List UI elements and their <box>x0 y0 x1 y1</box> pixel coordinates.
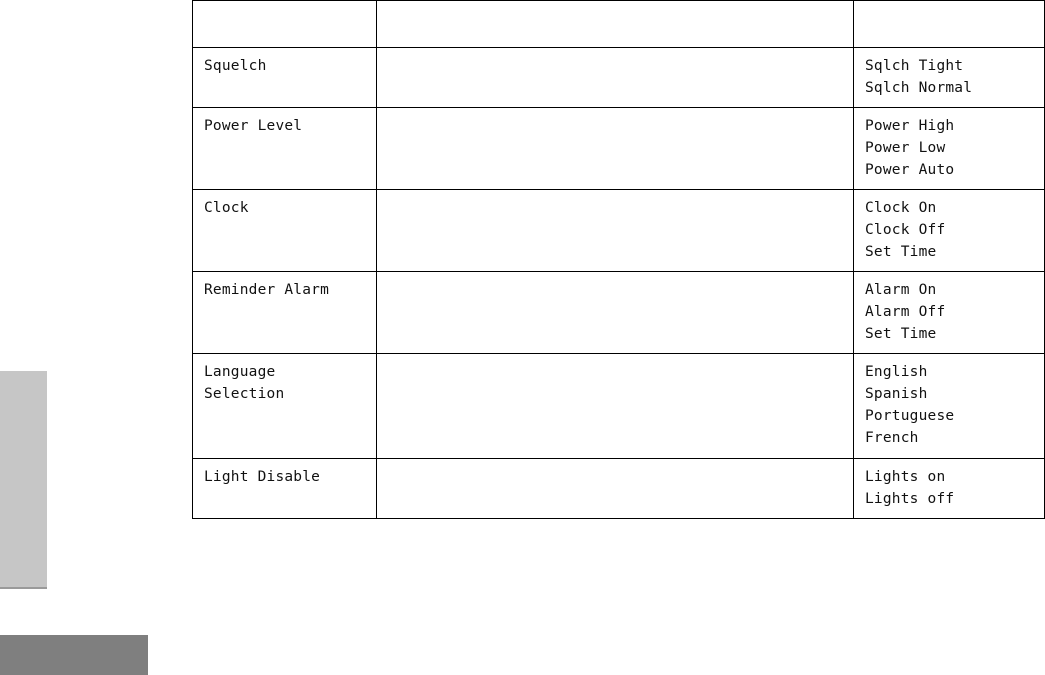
options-cell <box>854 190 1045 272</box>
feature-label: Reminder Alarm <box>204 282 330 298</box>
feature-label: Light Disable <box>204 469 321 485</box>
option-text: Sqlch Normal <box>865 80 973 96</box>
header-cell-feature <box>193 1 377 48</box>
option-text: Clock Off <box>865 222 946 238</box>
option-text: Power High <box>865 118 955 134</box>
features-table <box>192 0 1045 519</box>
description-cell <box>377 272 854 354</box>
feature-cell <box>193 354 377 459</box>
option-text: Power Auto <box>865 162 955 178</box>
options-cell <box>854 459 1045 519</box>
header-cell-description <box>377 1 854 48</box>
table-header-row <box>193 1 1045 48</box>
feature-cell <box>193 272 377 354</box>
description-cell <box>377 108 854 190</box>
description-cell <box>377 354 854 459</box>
option-text: Alarm Off <box>865 304 946 320</box>
feature-cell <box>193 108 377 190</box>
option-text: Portuguese <box>865 408 955 424</box>
header-cell-options <box>854 1 1045 48</box>
table-row <box>193 108 1045 190</box>
description-cell <box>377 48 854 108</box>
option-text: Lights on <box>865 469 946 485</box>
options-cell <box>854 354 1045 459</box>
options-cell <box>854 48 1045 108</box>
feature-cell <box>193 190 377 272</box>
table-row <box>193 48 1045 108</box>
option-text: Set Time <box>865 244 937 260</box>
option-text: English <box>865 364 928 380</box>
table-row <box>193 354 1045 459</box>
options-cell <box>854 108 1045 190</box>
table-row <box>193 272 1045 354</box>
feature-cell <box>193 459 377 519</box>
option-text: Lights off <box>865 491 955 507</box>
section-side-tab <box>0 371 47 589</box>
option-text: Set Time <box>865 326 937 342</box>
option-text: Power Low <box>865 140 946 156</box>
feature-cell <box>193 48 377 108</box>
feature-label: Power Level <box>204 118 303 134</box>
feature-label: Language <box>204 364 276 380</box>
table-row <box>193 459 1045 519</box>
description-cell <box>377 190 854 272</box>
option-text: French <box>865 430 919 446</box>
feature-label: Selection <box>204 386 285 402</box>
option-text: Sqlch Tight <box>865 58 964 74</box>
option-text: Clock On <box>865 200 937 216</box>
description-cell <box>377 459 854 519</box>
options-cell <box>854 272 1045 354</box>
table-row <box>193 190 1045 272</box>
feature-label: Clock <box>204 200 249 216</box>
feature-label: Squelch <box>204 58 267 74</box>
option-text: Spanish <box>865 386 928 402</box>
page-number-tab <box>0 635 148 675</box>
option-text: Alarm On <box>865 282 937 298</box>
